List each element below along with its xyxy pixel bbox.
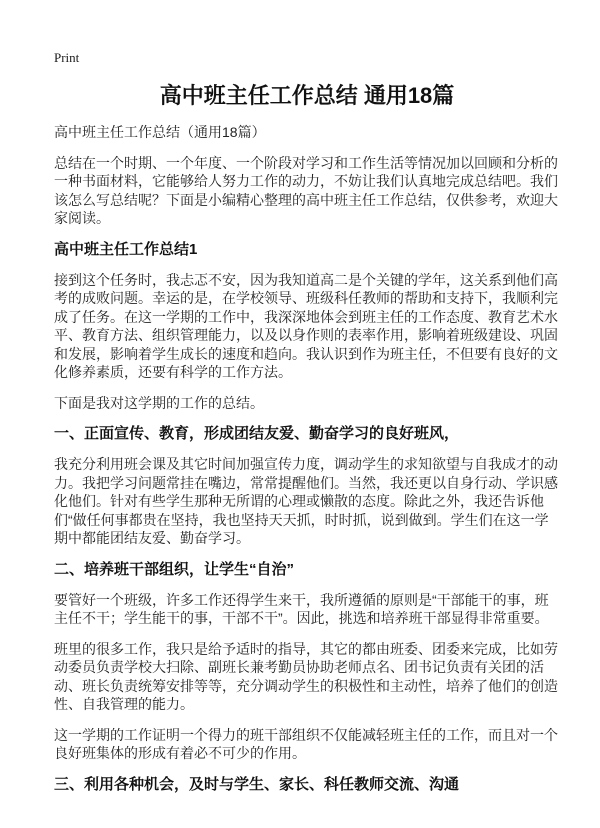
paragraph-summary-lead: 下面是我对这学期的工作的总结。	[54, 394, 264, 411]
document-subtitle: 高中班主任工作总结（通用18篇）	[54, 124, 266, 140]
section-1-paragraph: 我充分利用班会课及其它时间加强宣传力度，调动学生的求知欲望与自我成才的动力。我把学习问题常挂在嘴边，常常提醒他们。当然，我还更以自身行动、学识感化他们。针对有些学生那种无所谓的心理或懒散的态度。除此之外，我还告诉他们“做任何事都贵在坚持，我也坚持天天抓，时时抓，说到做到。学生们在这一学期中都能团结友爱、勤奋学习。	[54, 456, 558, 546]
section-heading-2: 二、培养班干部组织，让学生“自治”	[54, 560, 295, 578]
document-title: 高中班主任工作总结 通用18篇	[159, 83, 455, 108]
paragraph-task: 接到这个任务时，我忐忑不安，因为我知道高二是个关键的学年，这关系到他们高考的成败问题。幸运的是，在学校领导、班级科任教师的帮助和支持下，我顺利完成了任务。在这一学期的工作中，我深深地体会到班主任的工作态度、教育艺术水平、教育方法、组织管理能力，以及以身作则的表率作用，影响着班级建设、巩固和发展，影响着学生成长的速度和趋向。我认识到作为班主任，不但要有良好的文化修养素质，还要有科学的工作方法。	[54, 271, 558, 380]
section-2-paragraph-3: 这一学期的工作证明一个得力的班干部组织不仅能减轻班主任的工作，而且对一个良好班集体的形成有着必不可少的作用。	[54, 726, 558, 761]
section-2-paragraph-2: 班里的很多工作，我只是给予适时的指导，其它的都由班委、团委来完成，比如劳动委员负责学校大扫除、副班长兼考勤员协助老师点名、团书记负责有关团的活动、班长负责统筹安排等等，充分调动学生的积极性和主动性，培养了他们的创造性、自我管理的能力。	[54, 640, 558, 712]
paragraph-intro: 总结在一个时期、一个年度、一个阶段对学习和工作生活等情况加以回顾和分析的一种书面材料，它能够给人努力工作的动力，不妨让我们认真地完成总结吧。我们该怎么写总结呢？下面是小编精心整理的高中班主任工作总结，仅供参考，欢迎大家阅读。	[54, 154, 558, 226]
print-button[interactable]: Print	[54, 50, 80, 65]
article-heading-1: 高中班主任工作总结1	[54, 240, 198, 258]
section-heading-3: 三、利用各种机会，及时与学生、家长、科任教师交流、沟通	[54, 775, 460, 793]
section-heading-1: 一、正面宣传、教育，形成团结友爱、勤奋学习的良好班风，	[54, 425, 460, 442]
section-2-paragraph-1: 要管好一个班级，许多工作还得学生来干，我所遵循的原则是“干部能干的事，班主任不干；学生能干的事，干部不干”。因此，挑选和培养班干部显得非常重要。	[54, 591, 549, 626]
